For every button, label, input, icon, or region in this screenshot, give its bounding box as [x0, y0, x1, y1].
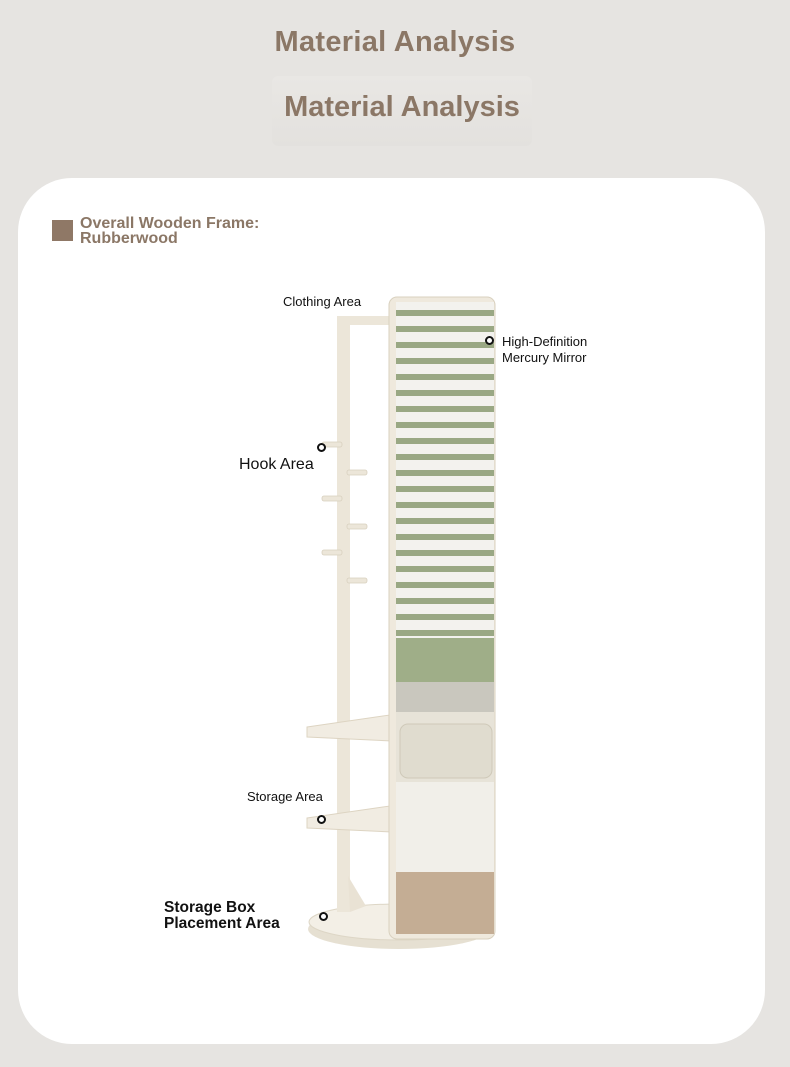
label-mirror-line-2: Mercury Mirror — [502, 350, 587, 365]
upper-shelf — [307, 715, 395, 741]
hook-callout-dot — [317, 443, 326, 452]
label-mirror-line-1: High-Definition — [502, 334, 588, 349]
label-hook-area: Hook Area — [239, 456, 314, 473]
label-storage-box — [164, 900, 280, 932]
label-storage-area: Storage Area — [247, 789, 323, 804]
label-clothing-area: Clothing Area — [283, 294, 362, 309]
label-storage-box-line-2: Placement Area — [164, 915, 280, 932]
label-mirror — [502, 334, 587, 366]
label-storage-box-line-1: Storage Box — [164, 899, 256, 916]
storage-box-callout-dot — [319, 912, 328, 921]
storage-callout-dot — [317, 815, 326, 824]
page-title: Material Analysis — [274, 26, 516, 58]
top-bar — [337, 316, 395, 325]
mirror-callout-dot — [485, 336, 494, 345]
material-line-1: Overall Wooden Frame: — [80, 215, 260, 232]
material-line-2: Rubberwood — [80, 230, 178, 247]
page-subtitle: Material Analysis — [272, 76, 532, 146]
